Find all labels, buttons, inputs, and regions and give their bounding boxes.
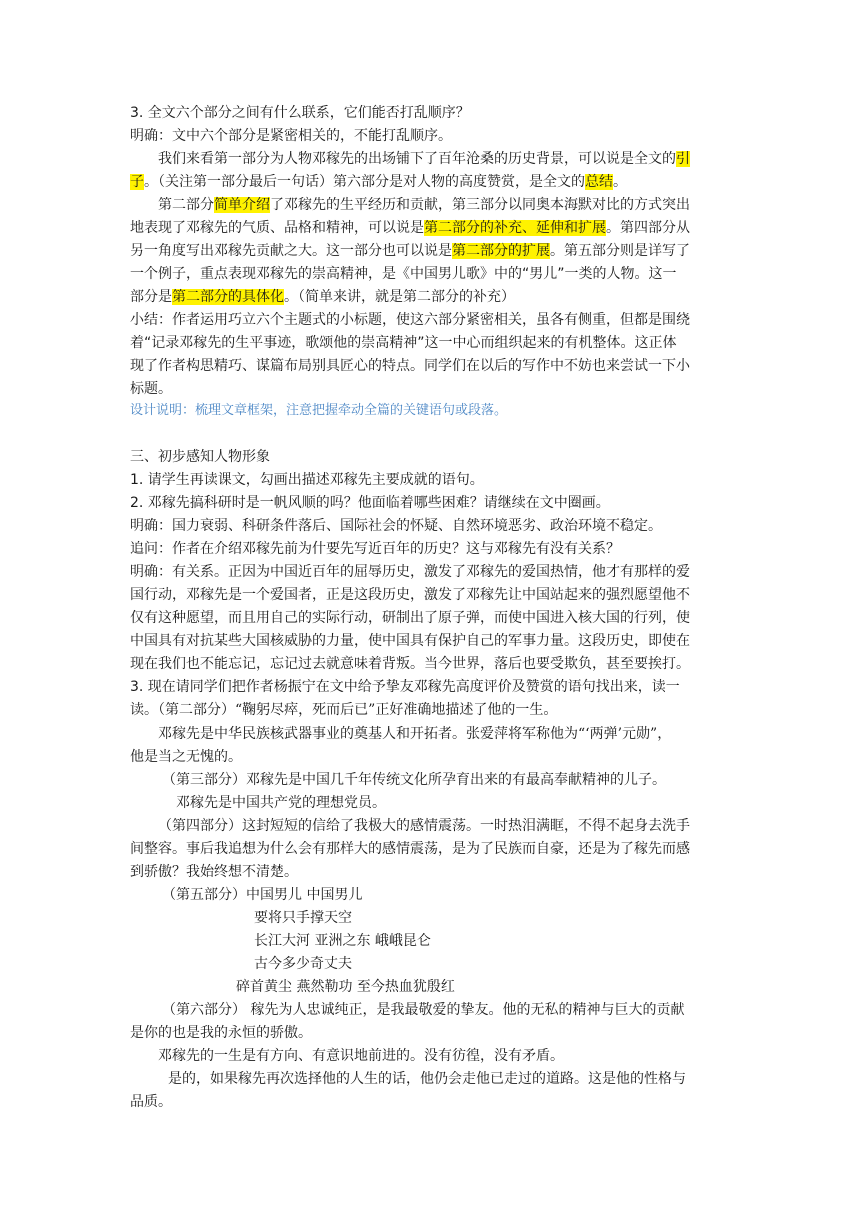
quote-line: 邓稼先是中国共产党的理想党员。 bbox=[176, 795, 386, 811]
summary-line: 标题。 bbox=[130, 381, 172, 397]
design-note: 设计说明：梳理文章框架，注意把握牵动全篇的关键语句或段落。 bbox=[130, 403, 508, 418]
section-line: 1. 请学生再读课文，勾画出描述邓稼先主要成就的语句。 bbox=[130, 472, 484, 488]
poem-line: （第五部分）中国男儿 中国男儿 bbox=[162, 887, 363, 903]
summary-line: 小结：作者运用巧立六个主题式的小标题，使这六部分紧密相关，虽各有侧重，但都是围绕 bbox=[130, 312, 690, 328]
quote-line: 是的，如果稼先再次选择他的人生的话，他仍会走他已走过的道路。这是他的性格与 bbox=[168, 1071, 686, 1087]
section-line: 仅有这种愿望，而且用自己的实际行动，研制出了原子弹，而使中国进入核大国的行列，使 bbox=[130, 610, 690, 626]
para-1-line-2: 子。（关注第一部分最后一句话）第六部分是对人物的高度赞赏，是全文的总结。 bbox=[130, 174, 627, 190]
poem-line: 长江大河 亚洲之东 峨峨昆仑 bbox=[254, 933, 431, 949]
section-line: 明确：国力衰弱、科研条件落后、国际社会的怀疑、自然环境恶劣、政治环境不稳定。 bbox=[130, 518, 662, 534]
highlight-text: 引 bbox=[676, 151, 690, 167]
summary-line: 现了作者构思精巧、谋篇布局别具匠心的特点。同学们在以后的写作中不妨也来尝试一下小 bbox=[130, 358, 690, 374]
quote-line: 是你的也是我的永恒的骄傲。 bbox=[130, 1025, 312, 1041]
para-2-line-5: 部分是第二部分的具体化。（简单来讲，就是第二部分的补充） bbox=[130, 289, 515, 305]
quote-line: （第六部分） 稼先为人忠诚纯正，是我最敬爱的挚友。他的无私的精神与巨大的贡献 bbox=[162, 1002, 685, 1018]
poem-line: 古今多少奇丈夫 bbox=[254, 956, 352, 972]
highlight-text: 第二部分的扩展 bbox=[452, 243, 550, 259]
section-line: 国行动，邓稼先是一个爱国者，正是这段历史，激发了邓稼先让中国站起来的强烈愿望他不 bbox=[130, 587, 690, 603]
section-line: 3. 现在请同学们把作者杨振宁在文中给予挚友邓稼先高度评价及赞赏的语句找出来，读一 bbox=[130, 679, 680, 695]
section-line: 追问：作者在介绍邓稼先前为什要先写近百年的历史？这与邓稼先有没有关系？ bbox=[130, 541, 620, 557]
highlight-text: 第二部分的补充、延伸和扩展 bbox=[424, 220, 606, 236]
quote-line: 到骄傲？我始终想不清楚。 bbox=[130, 864, 298, 880]
highlight-text: 子 bbox=[130, 174, 144, 190]
para-2-line-4: 一个例子，重点表现邓稼先的崇高精神，是《中国男儿歌》中的“男儿”一类的人物。这一 bbox=[130, 266, 677, 282]
summary-line: 着“记录邓稼先的生平事迹，歌颂他的崇高精神”这一中心而组织起来的有机整体。这正体 bbox=[130, 335, 677, 351]
para-2-line-3: 另一角度写出邓稼先贡献之大。这一部分也可以说是第二部分的扩展。第五部分则是详写了 bbox=[130, 243, 690, 259]
para-1-line-1: 我们来看第一部分为人物邓稼先的出场铺下了百年沧桑的历史背景，可以说是全文的引 bbox=[158, 151, 690, 167]
section-heading: 三、初步感知人物形象 bbox=[130, 449, 270, 465]
question-3: 3. 全文六个部分之间有什么联系，它们能否打乱顺序？ bbox=[130, 105, 470, 121]
quote-line: 邓稼先是中华民族核武器事业的奠基人和开拓者。张爱萍将军称他为“‘两弹’元勋”， bbox=[158, 726, 672, 742]
answer-line: 明确：文中六个部分是紧密相关的，不能打乱顺序。 bbox=[130, 128, 452, 144]
poem-line: 要将只手撑天空 bbox=[254, 910, 352, 926]
highlight-text: 简单介绍 bbox=[214, 197, 270, 213]
highlight-text: 总结 bbox=[585, 174, 613, 190]
quote-line: （第三部分）邓稼先是中国几千年传统文化所孕育出来的有最高奉献精神的儿子。 bbox=[162, 772, 666, 788]
section-line: 读。（第二部分）“鞠躬尽瘁，死而后已”正好准确地描述了他的一生。 bbox=[130, 702, 558, 718]
quote-line: 他是当之无愧的。 bbox=[130, 749, 242, 765]
para-2-line-2: 地表现了邓稼先的气质、品格和精神，可以说是第二部分的补充、延伸和扩展。第四部分从 bbox=[130, 220, 690, 236]
quote-line: 品质。 bbox=[130, 1094, 172, 1110]
highlight-text: 第二部分的具体化 bbox=[172, 289, 284, 305]
section-line: 明确：有关系。正因为中国近百年的屈辱历史，激发了邓稼先的爱国热情，他才有那样的爱 bbox=[130, 564, 690, 580]
quote-line: （第四部分）这封短短的信给了我极大的感情震荡。一时热泪满眶，不得不起身去洗手 bbox=[158, 818, 690, 834]
quote-line: 间整容。事后我追想为什么会有那样大的感情震荡，是为了民族而自豪，还是为了稼先而感 bbox=[130, 841, 690, 857]
poem-line: 碎首黄尘 燕然勒功 至今热血犹殷红 bbox=[236, 979, 455, 995]
para-2-line-1: 第二部分简单介绍了邓稼先的生平经历和贡献，第三部分以同奥本海默对比的方式突出 bbox=[158, 197, 690, 213]
section-line: 中国具有对抗某些大国核威胁的力量，使中国具有保护自己的军事力量。这段历史，即使在 bbox=[130, 633, 690, 649]
section-line: 2. 邓稼先搞科研时是一帆风顺的吗？他面临着哪些困难？请继续在文中圈画。 bbox=[130, 495, 610, 511]
quote-line: 邓稼先的一生是有方向、有意识地前进的。没有彷徨，没有矛盾。 bbox=[158, 1048, 564, 1064]
section-line: 现在我们也不能忘记，忘记过去就意味着背叛。当今世界，落后也要受欺负，甚至要挨打。 bbox=[130, 656, 690, 672]
